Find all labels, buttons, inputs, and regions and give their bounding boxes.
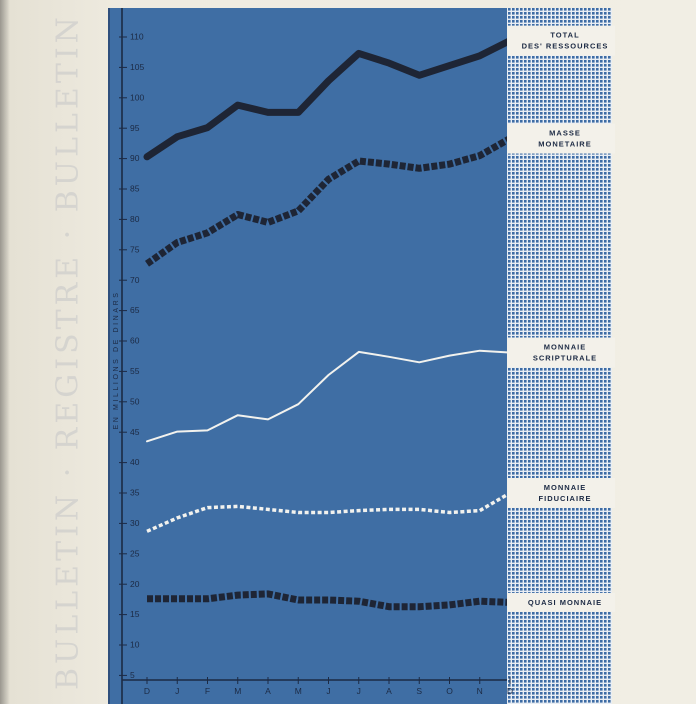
y-tick-label: 20	[130, 578, 140, 589]
y-tick-label: 110	[130, 31, 144, 42]
x-tick-label: D	[506, 686, 514, 696]
series-label-text: TOTAL	[550, 30, 580, 40]
x-tick-label: M	[234, 686, 242, 696]
x-tick-label: A	[265, 686, 271, 696]
x-tick-label: A	[386, 686, 392, 696]
series-label-text: MASSE	[549, 128, 581, 138]
x-tick-label: F	[204, 686, 211, 696]
bleed-through-text: BULLETIN · REGISTRE · BULLETIN	[50, 13, 86, 691]
y-tick-label: 65	[130, 305, 140, 316]
y-tick-label: 105	[130, 62, 145, 72]
y-tick-label: 30	[130, 518, 140, 528]
y-tick-label: 60	[130, 335, 140, 346]
x-tick-label: J	[326, 686, 331, 696]
y-tick-label: 55	[130, 366, 140, 376]
y-tick-label: 40	[130, 457, 140, 468]
y-tick-label: 80	[130, 214, 140, 224]
y-tick-label: 90	[130, 153, 140, 164]
x-tick-label: O	[446, 686, 453, 696]
y-tick-label: 75	[130, 244, 140, 255]
y-axis-title: EN MILLIONS DE DINARS	[113, 290, 120, 430]
y-tick-label: 95	[130, 122, 140, 133]
y-tick-label: 85	[130, 183, 140, 194]
x-tick-label: D	[143, 686, 151, 696]
y-tick-label: 25	[130, 548, 140, 559]
series-label-text: FIDUCIAIRE	[538, 494, 592, 503]
x-tick-label: J	[356, 686, 361, 696]
y-tick-label: 15	[130, 609, 140, 620]
y-axis-title-group	[113, 290, 120, 429]
series-label-text: SCRIPTURALE	[532, 353, 598, 363]
x-tick-label: M	[294, 686, 302, 696]
y-tick-label: 5	[130, 670, 135, 680]
y-tick-label: 35	[130, 487, 140, 498]
series-label-text: MONNAIE	[543, 483, 587, 492]
y-tick-label: 45	[130, 426, 140, 437]
y-tick-label: 70	[130, 274, 140, 285]
series-label-text: DES' RESSOURCES	[521, 41, 609, 51]
x-tick-label: N	[476, 686, 483, 696]
series-label-text: QUASI MONNAIE	[527, 597, 603, 607]
series-label-text: MONNAIE	[543, 342, 587, 352]
y-tick-label: 100	[130, 92, 145, 103]
y-tick-label: 50	[130, 396, 140, 407]
x-tick-label: J	[175, 686, 180, 696]
y-tick-label: 10	[130, 639, 140, 650]
x-tick-label: S	[416, 686, 423, 696]
series-label-text: MONETAIRE	[538, 139, 592, 149]
